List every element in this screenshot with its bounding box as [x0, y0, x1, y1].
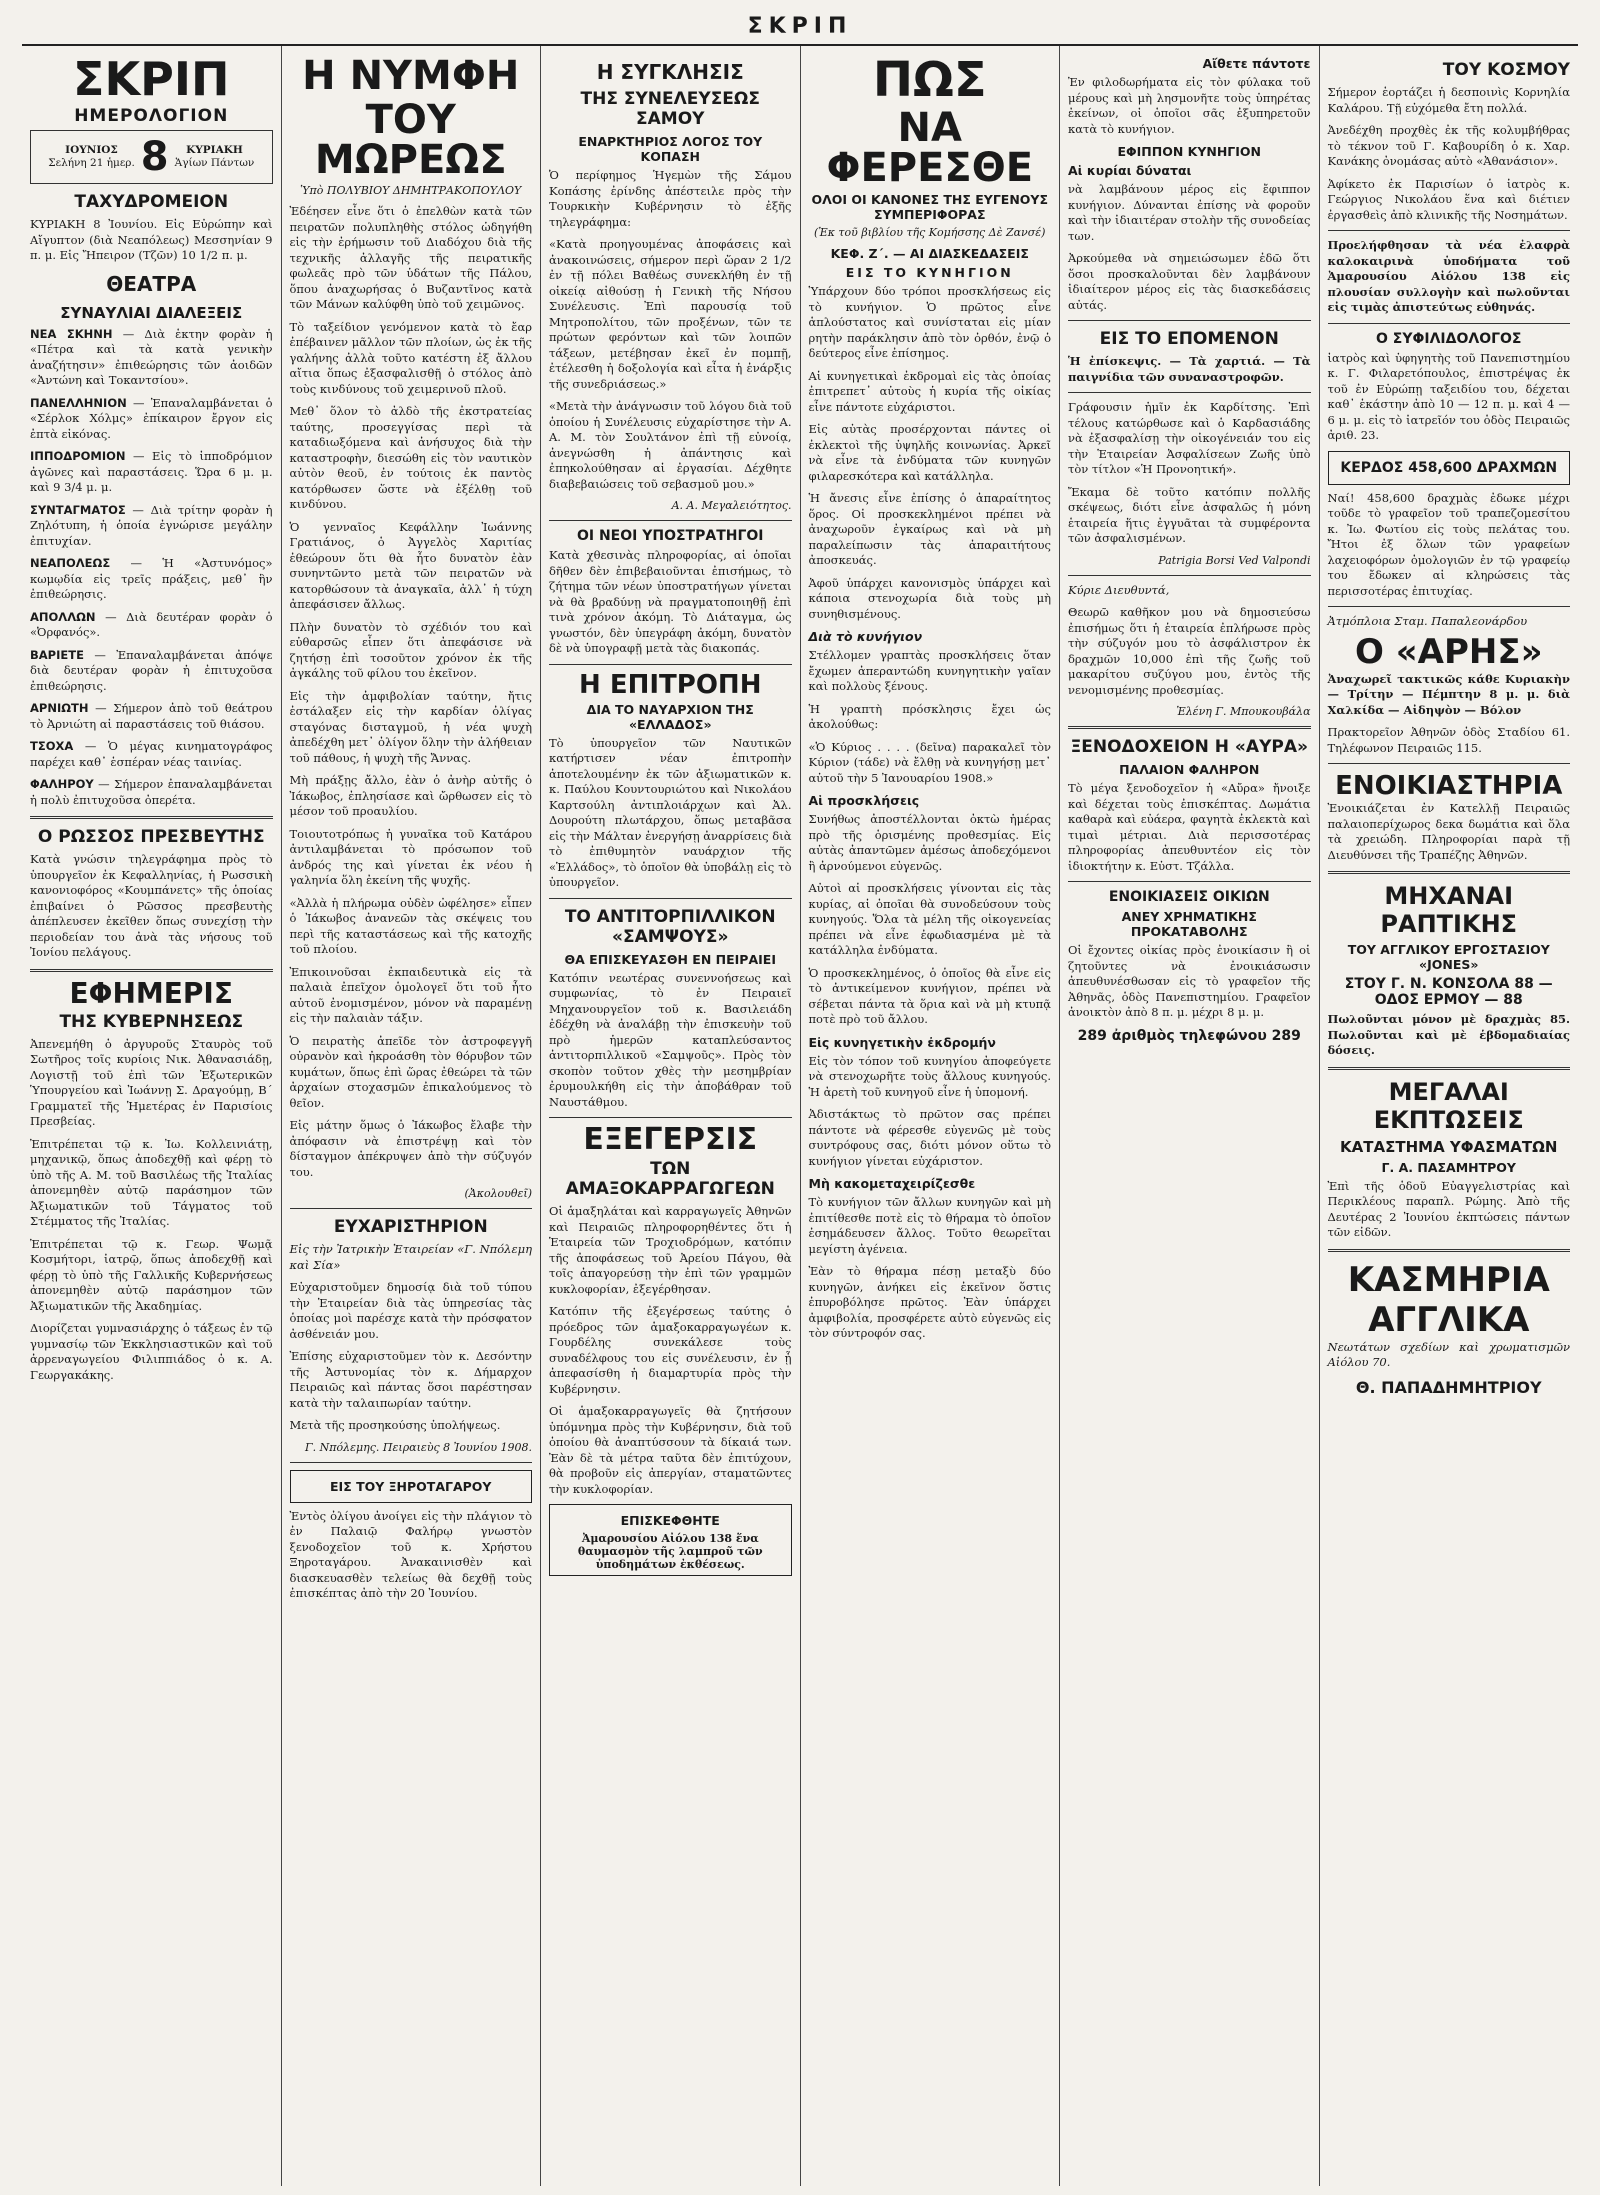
letter-2-signature: Ἐλένη Γ. Μπουκουβάλα	[1176, 705, 1311, 718]
paragraph: Ἀφίκετο ἐκ Παρισίων ὁ ἰατρὸς κ. Γεώργιος Νικολάου ἕνα καὶ διέτιεν ἐργασθεὶς ἀπὸ κλινικῆς τῆς Νοσημάτων.	[1327, 176, 1570, 222]
sewing-title: ΜΗΧΑΝΑΙ ΡΑΠΤΙΚΗΣ	[1380, 882, 1518, 938]
theatre-sep: —	[112, 326, 145, 341]
paragraph: Ἐπιτρέπεται τῷ κ. Γεωρ. Ψωμᾷ Κοσμήτορι, ἰατρῷ, ὅπως ἀποδεχθῇ καὶ φέρῃ τὸ ὑπὸ τῆς Γαλλικῆς Κυβερνήσεως ἀπονεμηθὲν αὐτῷ παράσημον τῶν Ἀξιωματικῶν τῆς Ἀκαδημίας.	[30, 1236, 273, 1313]
paragraph: Σήμερον ἑορτάζει ἡ δεσποινὶς Κορνηλία Καλάρου. Τῇ εὐχόμεθα ἔτη πολλά.	[1327, 85, 1570, 115]
torpedo-subtitle: ΘΑ ΕΠΙΣΚΕΥΑΣΘΗ ΕΝ ΠΕΙΡΑΙΕΙ	[564, 951, 776, 967]
theatre-entry	[30, 327, 273, 389]
paragraph: Ὁ προσκεκλημένος, ὁ ὁποῖος θὰ εἶνε εἰς τὸ ἀντικείμενον κυνήγιον, πρέπει νὰ σέβεται πάντα τὰ ὅρια καὶ νὰ μὴ κτυπᾷ ποτὲ πρὸ τοῦ ἄλλου.	[808, 965, 1051, 1026]
paragraph: Εὐχαριστοῦμεν δημοσίᾳ διὰ τοῦ τύπου τὴν Ἑταιρείαν διὰ τὰς ὑπηρεσίας τὰς ὁποίας μοὶ παρέσχε κατὰ τὴν πρόσφατον ἀσθένειάν μου.	[289, 1280, 532, 1341]
serial-continued: (Ἀκολουθεῖ)	[464, 1187, 532, 1200]
letter-1-paragraphs	[1068, 400, 1311, 547]
paragraph: Αὐτοὶ αἱ προσκλήσεις γίνονται εἰς τὰς κυρίας, αἱ ὁποῖαι θὰ συνοδεύσουν τοὺς κυνηγούς. Ὅλα τὰ μέλη τῆς οἰκογενείας πρέπει νὰ εἶνε ἐφωδιασμένα μὲ τὰ κατάλληλα ἐνδύματα.	[808, 881, 1051, 957]
manners-source: (Ἐκ τοῦ βιβλίου τῆς Κομήσσης Δὲ Ζανσέ)	[814, 226, 1046, 239]
bottom-notice-box	[290, 1470, 533, 1503]
paragraph: Συνήθως ἀποστέλλονται ὀκτὼ ἡμέρας πρὸ τῆς ὁρισμένης προθεσμίας. Εἰς αὐτὰς ἀπαντῶμεν ἀμέσως ἀποδεχόμενοι ἢ ἀρνούμενοι εὐγενῶς.	[808, 812, 1051, 873]
column-4	[801, 46, 1061, 2186]
horse-hunt-sub: Αἱ κυρίαι δύναται	[1068, 163, 1192, 178]
sale-store: ΚΑΤΑΣΤΗΜΑ ΥΦΑΣΜΑΤΩΝ	[1340, 1137, 1558, 1156]
generals-title: ΟΙ ΝΕΟΙ ΥΠΟΣΤΡΑΤΗΓΟΙ	[576, 528, 764, 544]
assembly-title-1: Η ΣΥΓΚΛΗΣΙΣ	[596, 60, 744, 84]
paragraph: Τοιουτοτρόπως ἡ γυναῖκα τοῦ Κατάρου ἀντιλαμβάνεται τὸ πρόσωπον τοῦ ἀνδρός της καὶ γίνεται ἐκ νέου ἡ γαληνία ὅλη ἐκείνη τῆς ψυχῆς.	[289, 826, 532, 887]
paragraph: Ὁ γενναῖος Κεφάλλην Ἰωάννης Γρατιάνος, ὁ Ἀγγελὸς Χαριτίας ἐθεώρουν ὅτι θὰ ἦτο δυνατὸν ἐὰν συνηντῶντο μετὰ τῶν πειρατῶν νὰ κατορθώσουν τὰ ἀναγκαῖα, ἀλλ᾽ ἡ τύχη ἀπεφάσισεν ἄλλως.	[289, 519, 532, 611]
sewing-price: Πωλοῦνται μόνον μὲ δραχμὰς 85. Πωλοῦνται καὶ μὲ ἑβδομαδιαίας δόσεις.	[1327, 1012, 1570, 1057]
serial-title-1: Η ΝΥΜΦΗ	[302, 53, 520, 99]
theatre-entry	[30, 396, 273, 443]
divider	[549, 520, 792, 521]
theatre-sep: —	[93, 777, 115, 791]
gazette-paragraphs	[30, 1037, 273, 1384]
theatre-entry	[30, 556, 273, 603]
thanks-signature: Γ. Νπόλεμης. Πειραιεὺς 8 Ἰουνίου 1908.	[305, 1440, 532, 1454]
paragraph: Ἡ ἄνεσις εἶνε ἐπίσης ὁ ἀπαραίτητος ὅρος. Οἱ προσκεκλημένοι πρέπει νὰ ἀναχωροῦν ἐγκαίρως καὶ νὰ μὴ παραλείπωσιν τὰς ἀπαραιτήτους ἀποσκευάς.	[808, 491, 1051, 567]
assembly-title-2: ΤΗΣ ΣΥΝΕΛΕΥΣΕΩΣ ΣΑΜΟΥ	[580, 89, 760, 129]
theatre-name: ΝΕΑΠΟΛΕΩΣ	[30, 556, 111, 570]
divider	[549, 1117, 792, 1118]
assembly-paragraphs	[549, 168, 792, 492]
rent-title: ΕΝΟΙΚΙΑΣΕΙΣ ΟΙΚΙΩΝ	[1108, 889, 1270, 905]
paragraph: Πλὴν δυνατὸν τὸ σχέδιόν του καὶ εὐθαρσῶς εἶπεν ὅτι ἀπεφάσισε νὰ ζητήσῃ ἐπὶ τοσοῦτον χρόνον ἐκ τῆς ἀγκάλης τοῦ φίλου του ἐκεῖνον.	[289, 619, 532, 680]
theatre-text: Διὰ ἑκτην φορὰν ἡ «Πέτρα καὶ τὰ κατὰ γενικὴν ἀναζήτησιν» ἐπιθεώρησις τῶν ἀοιδῶν «Ἀντώνη καὶ Τοκαντσίου».	[30, 326, 273, 387]
paragraph: Ὁ πειρατὴς ἀπεῖδε τὸν ἀστροφεγγῆ οὐρανὸν καὶ ἠκροάσθη τὸν θόρυβον τῶν κυμάτων, ὅπως ἐπὶ ὥρας ἐθεώρει τὰ τῶν ἀρχαίων στοχασμῶν ἐπικαλούμενος τὸ θεῖον.	[289, 1033, 532, 1110]
divider	[290, 1208, 533, 1209]
divider	[1068, 392, 1311, 393]
paragraph: Ἐὰν τὸ θήραμα πέσῃ μεταξὺ δύο κυνηγῶν, ἀνήκει εἰς ἐκεῖνον ὅστις ἐπυροβόλησε πρῶτος. Ἐὰν ὑπάρχει ἀμφιβολία, προσφέρετε αὐτὸ εὐγενῶς εἰς τὸν σύντροφόν σας.	[808, 1264, 1051, 1340]
paragraph: Ἔκαμα δὲ τοῦτο κατόπιν πολλῆς σκέψεως, διότι εἶνε ἀσφαλῶς ἡ μόνη ἑταιρεία ἥτις ἐγγυᾶται τὰ συμφέροντα τῶν ἀσφαλισμένων.	[1068, 484, 1311, 545]
theatre-sep: —	[125, 449, 152, 463]
divider	[1328, 763, 1571, 764]
theatre-text: Ὁ μέγας κινηματογράφος παρέχει καθ᾽ ἑσπέραν νέας ταινίας.	[30, 739, 273, 769]
kasmir-title-2: ΑΓΓΛΙΚΑ	[1368, 1299, 1530, 1340]
paragraph: Ἀφοῦ ὑπάρχει κανονισμὸς ὑπάρχει καὶ κάποια στενοχωρία διὰ τοὺς μὴ συνηθισμένους.	[808, 575, 1051, 621]
divider	[1068, 881, 1311, 882]
theatre-text: Ἡ «Ἀστυνόμος» κωμῳδία εἰς τρεῖς πράξεις, μεθ᾽ ἣν ἐπιθεώρησις.	[30, 556, 273, 601]
paragraph: Αἱ κυνηγετικαὶ ἐκδρομαὶ εἰς τὰς ὁποίας ἐπιτρεπετ᾽ αὐτοὺς ἡ κυρία τῆς οἰκίας εἶνε πάντοτε εὐχάριστοι.	[808, 368, 1051, 414]
section-excursion: Εἰς κυνηγετικὴν ἐκδρομήν	[808, 1034, 996, 1050]
paragraph: Ἡ γραπτὴ πρόσκλησις ἔχει ὡς ἀκολούθως:	[808, 701, 1051, 731]
letter-2-text: Θεωρῶ καθῆκον μου νὰ δημοσιεύσω ἐπισήμως ὅτι ἡ ἑταιρεία ἐπλήρωσε πρὸς τὴν σύζυγόν μου τὸ ἀσφάλιστρον ἐκ δραχμῶν 10,000 ἐπὶ τῆς ζωῆς τοῦ μακαρίτου συζύγου μου, ἐντὸς τῆς νενομισμένης προθεσμίας.	[1068, 605, 1311, 697]
ship-company: Ἀτμόπλοια Σταμ. Παπαλεονάρδου	[1327, 614, 1528, 628]
paragraph: Κατόπιν τῆς ἐξεγέρσεως ταύτης ὁ πρόεδρος τῶν ἁμαξοκαρραγωγέων κ. Γουρδέλης συνεκάλεσε τοὺς συναδέλφους του εἰς συνέλευσιν, ἐν ᾗ ἀπεφασίσθη ἡ διαμαρτυρία πρὸς τὴν Κυβέρνησιν.	[549, 1304, 792, 1396]
manners-paragraphs-5	[809, 1195, 1052, 1342]
sewing-store: ΣΤΟΥ Γ. Ν. ΚΟΝΣΟΛΑ 88 — ΟΔΟΣ ΕΡΜΟΥ — 88	[1344, 976, 1553, 1008]
doctor-title: Ο ΣΥΦΙΛΙΔΟΛΟΓΟΣ	[1376, 330, 1522, 347]
manners-subtitle: ΟΛΟΙ ΟΙ ΚΑΝΟΝΕΣ ΤΗΣ ΕΥΓΕΝΟΥΣ ΣΥΜΠΕΡΙΦΟΡΑΣ	[811, 192, 1049, 222]
hotel-title: ΞΕΝΟΔΟΧΕΙΟΝ Η «ΑΥΡΑ»	[1070, 737, 1308, 757]
sale-title: ΜΕΓΑΛΑΙ ΕΚΠΤΩΣΕΙΣ	[1373, 1077, 1524, 1134]
divider	[30, 816, 273, 819]
lectures-title: ΣΥΝΑΥΛΙΑΙ ΔΙΑΛΕΞΕΙΣ	[60, 303, 243, 322]
bottom-ad-title: ΕΠΙΣΚΕΦΘΗΤΕ	[620, 1513, 720, 1528]
divider	[1068, 575, 1311, 576]
assembly-signature: Α. Α. Μεγαλειότητος.	[671, 499, 792, 512]
paragraph: Διορίζεται γυμνασιάρχης ὁ τάξεως ἐν τῷ γυμνασίῳ τῶν Ἐκκλησιαστικῶν καὶ τοῦ ἀρρεναγωγείου Φιλιππιάδος ὁ κ. Α. Γεωργακάκης.	[30, 1321, 273, 1382]
world-title: ΤΟΥ ΚΟΣΜΟΥ	[1442, 60, 1570, 80]
uprising-paragraphs	[549, 1204, 792, 1497]
paragraph: Στέλλομεν γραπτὰς προσκλήσεις ὅταν ἔχωμεν ἀπεραντώδη κυνηγητικὴν γαῖαν καὶ πολλοὺς ξένους.	[808, 648, 1051, 693]
doctor-text: ἰατρὸς καὶ ὑφηγητὴς τοῦ Πανεπιστημίου κ. Γ. Φιλαρετόπουλος, ἐπιστρέψας ἐκ τοῦ ἐν Εὐρώπῃ ταξειδίου του, δέχεται καθ᾽ ἑκάστην ἀπὸ 10 — 12 π. μ. καὶ 4 — 6 μ. μ. εἰς τὸ ἰατρεῖόν του ὁδὸς Πειραιῶς ἀριθ. 23.	[1327, 350, 1570, 442]
manners-chapter: ΚΕΦ. Ζ´. — ΑΙ ΔΙΑΣΚΕΔΑΣΕΙΣ	[830, 246, 1029, 261]
russian-title: Ο ΡΩΣΣΟΣ ΠΡΕΣΒΕΥΤΗΣ	[37, 827, 265, 847]
divider	[549, 898, 792, 899]
theatre-text: Ἐπαναλαμβάνεται ὁ «Σέρλοκ Χόλμς» ἐπίκαιρον ἔργον εἰς ἐπτὰ εἰκόνας.	[30, 395, 273, 441]
torpedo-title: ΤΟ ΑΝΤΙΤΟΡΠΙΛΛΙΚΟΝ «ΣΑΜΨΟΥΣ»	[564, 906, 776, 947]
hotel-text: Τὸ μέγα ξενοδοχεῖον ἡ «Αὔρα» ἤνοιξε καὶ δέχεται τοὺς ἐπισκέπτας. Δωμάτια καθαρὰ καὶ εὐάερα, φαγητὰ ἐκλεκτὰ καὶ τιμαὶ μέτριαι. Διὰ περισσοτέρας πληροφορίας ἀπευθυντέον εἰς τὸν ἰδιοκτήτην κ. Εὐστ. Τζάλλα.	[1068, 781, 1311, 873]
divider	[1328, 230, 1571, 231]
divider	[1328, 871, 1571, 874]
serial-title-2: ΤΟΥ ΜΩΡΕΩΣ	[314, 97, 507, 183]
section-for-hunting: Διὰ τὸ κυνήγιον	[808, 629, 923, 644]
masthead: ΣΚΡΙΠ	[22, 10, 1578, 46]
thanks-lead: Εἰς τὴν Ἰατρικὴν Ἑταιρείαν «Γ. Νπόλεμη καὶ Σία»	[289, 1242, 532, 1272]
calendar-box	[30, 130, 273, 184]
paragraph: Ὁ περίφημος Ἡγεμὼν τῆς Σάμου Κοπάσης ἐρίνδης ἀπέστειλε πρὸς τὴν Τουρκικὴν Κυβέρνησιν τὸ ἐξῆς τηλεγράφημα:	[549, 168, 792, 229]
paragraph: Οἱ ἁμαξηλάται καὶ καρραγωγεῖς Ἀθηνῶν καὶ Πειραιῶς πληροφορηθέντες ὅτι ἡ Ἑταιρεία τῶν Τροχιοδρόμων, κατόπιν τῆς ἀποφάσεως τοῦ Ἀρείου Πάγου, θὰ τοῖς ἀπαγορεύσῃ τὴν ἐπὶ τῶν γραμμῶν κυκλοφορίαν, ἐξεγέρθησαν.	[549, 1204, 792, 1296]
calendar-title: ΗΜΕΡΟΛΟΓΙΟΝ	[74, 106, 229, 126]
post-text: ΚΥΡΙΑΚΗ 8 Ἰουνίου. Εἰς Εὐρώπην καὶ Αἴγυπτον (διὰ Νεαπόλεως) Μεσσηνίαν 9 π. μ. Εἰς Ἤπειρον (Τζῶν) 10 1/2 π. μ.	[30, 217, 273, 262]
manners-title-1: ΠΩΣ	[872, 52, 987, 108]
column-6	[1320, 46, 1579, 2186]
paragraph: Ὑπάρχουν δύο τρόποι προσκλήσεως εἰς τὸ κυνήγιον. Ὁ πρῶτος εἶνε ἁπλούστατος καὶ συνίσταται εἰς μίαν ρητὴν παράκλησιν ἀπὸ τὸν ὀρθόν, ἐνῷ ὁ δεύτερος εἶνε ἐπίσημος.	[808, 284, 1051, 360]
rent-text: Οἱ ἔχοντες οἰκίας πρὸς ἐνοικίασιν ἢ οἱ ζητοῦντες νὰ ἐνοικιάσωσιν ἀπευθυνέσθωσαν εἰς τὸ γραφεῖον τῆς Ἀθηνᾶς, ὁδὸς Πανεπιστημίου. Γραφεῖον ἀνοικτὸν ἀπὸ 8 π. μ. μέχρι 8 μ. μ.	[1068, 943, 1311, 1019]
bottom-notice-title: ΕΙΣ ΤΟΥ ΞΗΡΟΤΑΓΑΡΟΥ	[330, 1478, 492, 1494]
divider	[549, 664, 792, 665]
theatre-name: ΤΣΟΧΑ	[30, 739, 74, 753]
rent-subtitle: ΑΝΕΥ ΧΡΗΜΑΤΙΚΗΣ ΠΡΟΚΑΤΑΒΟΛΗΣ	[1121, 909, 1257, 939]
theatre-text: Διὰ δευτέραν φορὰν ὁ «Ὀρφανός».	[30, 609, 273, 639]
committee-subtitle: ΔΙΑ ΤΟ ΝΑΥΑΡΧΙΟΝ ΤΗΣ «ΕΛΛΑΔΟΣ»	[586, 701, 754, 732]
kasmir-owner: Θ. ΠΑΠΑΔΗΜΗΤΡΙΟΥ	[1355, 1377, 1542, 1397]
paragraph: Εἰς τὸν τόπον τοῦ κυνηγίου ἀποφεύγετε νὰ στενοχωρῆτε τοὺς ἄλλους κυνηγούς. Ἡ ἀρετὴ τοῦ κυνηγοῦ εἶνε ἡ ὑπομονή.	[808, 1053, 1051, 1099]
calendar-right	[175, 144, 255, 170]
paragraph: Τὸ κυνήγιον τῶν ἄλλων κυνηγῶν καὶ μὴ ἐπιτίθεσθε ποτὲ εἰς τὸ θήραμα τὸ ὁποῖον ἐσημάδευσεν ἄλλος. Τοῦτο θεωρεῖται μεγίστη ἀγένεια.	[808, 1195, 1051, 1256]
paragraph: Ἐπίσης εὐχαριστοῦμεν τὸν κ. Δεσόντην τῆς Ἀστυνομίας τὸν κ. Δήμαρχον Πειραιῶς καὶ πάντας ὅσοι παρέστησαν κατὰ τὴν ταλαιπωρίαν ταύτην.	[289, 1349, 532, 1410]
calendar-moon: Σελήνη 21 ἡμερ.	[48, 157, 135, 169]
rental-text: Ἐνοικιάζεται ἐν Κατελλῇ Πειραιῶς παλαιοπερίχωρος δεκα δωμάτια καὶ ὅλα τὰ χρειώδη. Πληροφορίαι παρὰ τῇ Διευθύνσει τῆς Τραπέζης Ἀθηνῶν.	[1327, 801, 1570, 862]
thanks-paragraphs	[290, 1280, 533, 1434]
generals-text: Κατὰ χθεσινὰς πληροφορίας, αἱ ὁποῖαι δῆθεν δὲν ἐπιβεβαιοῦνται ἐπισήμως, τὸ ζήτημα τῶν νέων ὑποστρατήγων γίνεται νὰ θὰ βραδύνῃ νὰ πραγματοποιηθῇ ἐπὶ τινὰ χρόνον ἀκόμη. Τὸ Διάταγμα, ὡς γνωστόν, δὲν ὑπεγράφη ἀκόμη, δυνατὸν δὲ νὰ ὑπογραφῇ μετὰ τὰς διακοπάς.	[549, 548, 792, 655]
kasmir-title-1: ΚΑΣΜΗΡΙΑ	[1347, 1259, 1550, 1300]
section-mistreat: Μὴ κακομεταχειρίζεσθε	[808, 1176, 976, 1191]
thanks-title: ΕΥΧΑΡΙΣΤΗΡΙΟΝ	[333, 1217, 488, 1237]
manners-paragraphs-3	[809, 812, 1052, 1028]
theatre-name: ΠΑΝΕΛΛΗΝΙΟΝ	[30, 395, 127, 410]
paragraph: Ἀρκούμεθα νὰ σημειώσωμεν ἐδῶ ὅτι ὅσοι προσκαλοῦνται δὲν λαμβάνουν ἰδιαίτερον μέρος εἰς τὰς διασκεδάσεις αὐτάς.	[1068, 251, 1311, 312]
paragraph: Ἐδέησεν εἶνε ὅτι ὁ ἐπελθὼν κατὰ τῶν πειρατῶν πολυπληθὴς στόλος ὡδηγήθη εἰς τὴν ἐρήμωσιν τοῦ Διαδόχου διὰ τῆς τεχνικῆς ἀλλαγῆς τῆς πειρατικῆς φωλεᾶς πρὸ τῶν ὑδάτων τῆς Πάλου, ὅπου ἀναχωρήσας ὁ Βυζαντῖνος κατὰ τῶν Μάνων καλύφθη ὑπὸ τοῦ χειμῶνος.	[289, 204, 532, 311]
russian-text: Κατὰ γνώσιν τηλεγράφημα πρὸς τὸ ὑπουργεῖον ἐκ Κεφαλληνίας, ἡ Ρωσσικὴ κανονιοφόρος «Κουμπάνετς» τῆς ὁποίας ἐπιβαίνει ὁ Ρῶσσος πρεσβευτὴς ἀπέπλευσεν ἐκεῖθεν ὅπως συνεχίσῃ τὴν περιοδείαν του ἀνὰ τὰς νήσους τοῦ Ἰονίου πελάγους.	[30, 852, 273, 959]
committee-title: Η ΕΠΙΤΡΟΠΗ	[579, 669, 762, 700]
theatre-name: ΙΠΠΟΔΡΟΜΙΟΝ	[30, 449, 126, 463]
hotel-subtitle: ΠΑΛΑΙΟΝ ΦΑΛΗΡΟΝ	[1119, 762, 1260, 777]
world-paragraphs	[1328, 85, 1571, 223]
theatre-name: ΒΑΡΙΕΤΕ	[30, 647, 84, 662]
paragraph: Εἰς αὐτὰς προσέρχονται πάντες οἱ ἐκλεκτοὶ τῆς ὑψηλῆς κοινωνίας. Ἀρκεῖ νὰ εἶνε τὰ ἐνδύματα τῶν κυνηγῶν φιλαρεσκότερα καὶ κατάλληλα.	[808, 422, 1051, 483]
calendar-left	[48, 144, 135, 170]
calendar-day: 8	[140, 134, 169, 180]
logo: ΣΚΡΙΠ	[73, 52, 230, 106]
next-text: Ἡ ἐπίσκεψις. — Τὰ χαρτιά. — Τὰ παιγνίδια τῶν συναναστροφῶν.	[1068, 354, 1311, 384]
theatre-text: Ἐπαναλαμβάνεται ἀπόψε διὰ δευτέραν φορὰν ἡ ἐπιτυχοῦσα ἐπιθεώρησις.	[30, 647, 273, 693]
paragraph: Μεθ᾽ ὅλον τὸ ἀλδὸ τῆς ἐκστρατείας ταύτης, προσεγγίσας περὶ τὰ καταδιωξόμενα καὶ ἀνήσυχος διὰ τὴν καταστροφὴν, διεσώθη εἰς τὸν ναυτικὸν αὐτὸν θεοῦ, ἐν τούτοις ἐκ παντὸς κατόρθωσεν ὥστε νὰ ἐξέλθῃ τοῦ κινδύνου.	[289, 404, 532, 511]
serial-byline: Ὑπὸ ΠΟΛΥΒΙΟΥ ΔΗΜΗΤΡΑΚΟΠΟΥΛΟΥ	[300, 184, 522, 197]
sale-owner: Γ. Α. ΠΑΣΑΜΗΤΡΟΥ	[1381, 1159, 1516, 1175]
profit-text: Ναί! 458,600 δραχμὰς ἐδωκε μέχρι τοῦδε τὸ γραφεῖον τοῦ τραπεζομεσίτου κ. Ἰω. Φωτίου εἰς τοὺς πελάτας του. Ἤτοι ἐξ ὅλων τῶν γραφείων λαχειοφόρων ὁμολογιῶν ἐν τῷ γραφείῳ του ἔδωκεν αἱ κληρώσεις τὰς περισσοτέρας ἐπιτυχίας.	[1327, 490, 1570, 598]
theatre-title: ΘΕΑΤΡΑ	[106, 271, 197, 296]
theatre-entry	[30, 777, 273, 808]
shoes-text: Προελήφθησαν τὰ νέα ἐλαφρὰ καλοκαιρινὰ ὑποδήματα τοῦ Ἀμαρουσίου Αἰόλου 138 εἰς πλουσίαν συλλογὴν καὶ πωλοῦνται εἰς τιμὰς ἀπιστεύτως εὐθηνάς.	[1327, 238, 1570, 314]
rental-title: ΕΝΟΙΚΙΑΣΤΗΡΙΑ	[1335, 771, 1563, 801]
theatre-name: ΦΑΛΗΡΟΥ	[30, 777, 94, 791]
theatre-name: ΑΡΝΙΩΤΗ	[30, 701, 89, 715]
paragraph: Ἐπιτρέπεται τῷ κ. Ἰω. Κολλεινιάτῃ, μηχανικῷ, ὅπως ἀποδεχθῇ καὶ φέρῃ τὸ ὑπὸ τῆς Α. Μ. τοῦ Βασιλέως τῆς Ἰταλίας ἀπονεμηθὲν αὐτῷ παράσημον τῶν Ἀξιωματικῶν τοῦ Τάγματος τοῦ Στέμματος τῆς Ἰταλίας.	[30, 1136, 273, 1228]
theatre-sep: —	[125, 502, 151, 517]
committee-text: Τὸ ὑπουργεῖον τῶν Ναυτικῶν κατήρτισεν νέαν ἐπιτροπὴν ἀποτελουμένην ἐκ τῶν ἀξιωματικῶν κ. κ. Παύλου Κουντουριώτου καὶ Νικολάου Καρτσούλη ἀντιπλοιάρχων καὶ Ἀλ. Δουρούτη πλωτάρχου, ὅπως μεταβᾶσα εἰς τὴν Μάλταν ἐνεργήσῃ ἀναρρίσεις διὰ τὸ ἐπιθυμητὸν ναυάρχιον τῆς «Ἑλλάδος», τὸ ὁποῖον θὰ ὑποβάλῃ εἰς τὸ ὑπουργεῖον.	[549, 735, 792, 889]
theatre-sep: —	[110, 556, 163, 570]
column-5	[1060, 46, 1320, 2186]
divider	[1068, 726, 1311, 729]
ship-name: Ο «ΑΡΗΣ»	[1354, 631, 1543, 672]
theatre-entry	[30, 610, 273, 641]
paragraph: Ἀπενεμήθη ὁ ἀργυροῦς Σταυρὸς τοῦ Σωτῆρος τοῖς κυρίοις Νικ. Ἀθανασιάδῃ, Λογιστῇ τοῦ ἐπὶ τῶν Ἐξωτερικῶν Ὑπουργείου καὶ Ἰωάννῃ Σ. Δραγούμῃ, Β´ Γραμματεῖ τῆς Ἡμετέρας ἐν Παρισίοις Πρεσβείας.	[30, 1036, 273, 1128]
divider	[30, 969, 273, 972]
profit-title: ΚΕΡΔΟΣ 458,600 ΔΡΑΧΜΩΝ	[1340, 459, 1558, 476]
manners-title-2: ΝΑ ΦΕΡΕΣΘΕ	[826, 105, 1034, 191]
kasmir-text: Νεωτάτων σχεδίων καὶ χρωματισμῶν Αἰόλου 70.	[1327, 1339, 1570, 1369]
theatre-entry	[30, 503, 273, 550]
horse-hunt-title: ΕΦΙΠΠΟΝ ΚΥΝΗΓΙΟΝ	[1117, 144, 1262, 159]
rent-phone: 289 ἀριθμὸς τηλεφώνου 289	[1077, 1027, 1301, 1044]
theatre-sep: —	[88, 701, 114, 715]
paragraph: Ἀδιστάκτως τὸ πρῶτον σας πρέπει πάντοτε νὰ φέρεσθε εὐγενῶς μὲ τοὺς συντρόφους σας, διότι μόνον οὕτω τὸ κυνήγιον γίνεται εὐχάριστον.	[808, 1107, 1051, 1168]
column-2	[282, 46, 542, 2186]
manners-paragraphs-2	[809, 648, 1052, 786]
letter-2-salutation: Κύριε Διευθυντά,	[1068, 582, 1170, 597]
paragraph: Εἰς μάτην ὅμως ὁ Ἰάκωβος ἔλαβε τὴν ἀπόφασιν νὰ ἐπιστρέψῃ καὶ τὸν δίσταγμον ἀπέκρυψεν ἀπὸ τὴν σύζυγόν του.	[289, 1118, 532, 1179]
calendar-weekday: ΚΥΡΙΑΚΗ	[186, 144, 243, 156]
column-3	[541, 46, 801, 2186]
tips-text: Ἐν φιλοδωρήματα εἰς τὸν φύλακα τοῦ μέρους καὶ μὴ λησμονῆτε τοὺς ὑπηρέτας ἐκείνων, οἱ ὁποῖοι σᾶς ἐξυπηρετοῦν κατὰ τὸ κυνήγιον.	[1068, 75, 1311, 136]
paragraph: Τὸ ταξείδιον γενόμενον κατὰ τὸ ἔαρ ἐπέβαινεν μᾶλλον τῶν πλοίων, ὡς ἐκ τῆς γαλήνης ἀλλὰ τοῦτο κατέστη ἐξ ἄλλου αἴτια ὅπως ἐξασφαλισθῇ ὁ στόλος ἀπὸ τοὺς κινδύνους τοῦ χειμερινοῦ πλοῦ.	[289, 319, 532, 396]
calendar-saint: Ἁγίων Πάντων	[174, 157, 255, 169]
bottom-ad-text: Ἀμαρουσίου Αἰόλου 138 ἕνα θαυμασμὸν τῆς λαμπροῦ τῶν ὑποδημάτων ἐκθέσεως.	[577, 1532, 763, 1571]
column-1	[22, 46, 282, 2186]
paragraph: «Κατὰ προηγουμένας ἀποφάσεις καὶ ἀνακοινώσεις, σήμερον περὶ ὥραν 2 1/2 ἐν τῇ πόλει Βαθέως συνεκλήθη ἐν τῇ οἰκείᾳ αἰθούσῃ ἡ Γενικὴ τῆς Νήσου Συνέλευσις. Ἐπὶ παρουσίᾳ τοῦ Μητροπολίτου, τῶν προξένων, τῶν τε πρώτων φερόντων καὶ τῶν λοιπῶν τάξεων, μετέβησαν ἐκεῖ ἐν πομπῇ, ἐτέλεσθη ἡ δοξολογία καὶ εἶτα ἡ ἐνάρξις τῆς συνεδριάσεως.»	[549, 237, 792, 391]
ship-schedule: Ἀναχωρεῖ τακτικῶς κάθε Κυριακὴν — Τρίτην — Πέμπτην 8 μ. μ. διὰ Χαλκίδα — Αἰδηψὸν — Βόλον	[1327, 671, 1570, 717]
theatre-sep: —	[126, 395, 151, 410]
theatre-name: ΣΥΝΤΑΓΜΑΤΟΣ	[30, 502, 126, 517]
theatre-name: ΝΕΑ ΣΚΗΝΗ	[30, 326, 113, 341]
bottom-notice-text: Ἐντὸς ὀλίγου ἀνοίγει εἰς τὴν πλάγιον τὸ ἐν Παλαιῷ Φαλήρῳ γνωστὸν ξενοδοχεῖον τοῦ κ. Χρήστου Ξηροταγάρου. Ἀνακαινισθὲν καὶ διασκευασθὲν τελείως θὰ δεχθῇ τοὺς ἐπισκέπτας ἀπὸ τὴν 20 Ἰουνίου.	[289, 1508, 532, 1600]
profit-box	[1328, 451, 1571, 485]
paragraph: Εἰς τὴν ἀμφιβολίαν ταύτην, ἤτις ἐστάλαξεν εἰς τὴν καρδίαν ὀλίγας σταγόνας δισταγμοῦ, ἡ νέα ψυχὴ ἀπεδέχθη μετ᾽ ὀλίγον ὅλην τὴν ἀλήθειαν τοῦ πάθους, ἡ ψυχὴ τῆς Ἄννας.	[289, 688, 532, 765]
theatre-list	[30, 327, 273, 809]
theatre-sep: —	[83, 647, 117, 662]
theatre-entry	[30, 701, 273, 732]
theatre-name: ΑΠΟΛΛΩΝ	[30, 609, 96, 624]
paragraph: «Ὁ Κύριος . . . . (δεῖνα) παρακαλεῖ τὸν Κύριον (τάδε) νὰ ἔλθῃ νὰ κυνηγήσῃ μετ᾽ αὐτοῦ τὴν 5 Ἰανουαρίου 1908.»	[808, 739, 1051, 785]
paragraph: Οἱ ἁμαξοκαρραγωγεῖς θὰ ζητήσουν ὑπόμνημα πρὸς τὴν Κυβέρνησιν, διὰ τοῦ ὁποίου θὰ ἀναπτύσσουν τὰ δίκαιά των. Ἐὰν δὲ τὰ μέτρα ταῦτα δὲν ἐπιτύχουν, θὰ προβοῦν εἰς ἀπεργίαν, σταματῶντες τὴν κυκλοφορίαν.	[549, 1404, 792, 1496]
bottom-ad-box	[549, 1504, 792, 1576]
uprising-title: ΕΞΕΓΕΡΣΙΣ	[583, 1122, 758, 1157]
theatre-entry	[30, 739, 273, 770]
ship-office: Πρακτορεῖον Ἀθηνῶν ὁδὸς Σταδίου 61. Τηλέφωνον Πειραιῶς 115.	[1327, 725, 1570, 755]
theatre-entry	[30, 648, 273, 695]
sewing-subtitle: ΤΟΥ ΑΓΓΛΙΚΟΥ ΕΡΓΟΣΤΑΣΙΟΥ «JONES»	[1347, 942, 1550, 972]
divider	[1328, 1067, 1571, 1070]
paragraph: «Ἀλλὰ ἡ πλήρωμα οὐδὲν ὠφέλησε» εἶπεν ὁ Ἰάκωβος ἀνανεῶν τὰς σκέψεις του περὶ τῆς καταστάσεως καὶ τῆς κατοχῆς τοῦ πλοίου.	[289, 895, 532, 956]
paragraph: Γράφουσιν ἡμῖν ἐκ Καρδίτσης. Ἐπὶ τέλους κατώρθωσε καὶ ὁ Καρδασιάδης νὰ ἐξασφαλίσῃ τὴν οἰκογένειάν του εἰς τὴν Ἑταιρείαν Ἀσφαλίσεων Ζωῆς ὑπὸ τὸν τίτλον «Ἡ Προνοητική».	[1068, 400, 1311, 476]
serial-paragraphs	[290, 204, 533, 1180]
paragraph: Ἀνεδέχθη προχθὲς ἐκ τῆς κολυμβήθρας τὸ τέκνον τοῦ Γ. Καβουρίδη ὁ κ. Χαρ. Κανάκης ὀνομάσας αὐτὸ «Ἀθανάσιον».	[1327, 123, 1570, 168]
theatre-text: Διὰ τρίτην φορὰν ἡ Ζηλότυπη, ἡ ὁποία ἐγνώρισε μεγάλην ἐπιτυχίαν.	[30, 502, 273, 548]
theatre-entry	[30, 449, 273, 496]
divider	[1068, 320, 1311, 321]
manners-paragraphs-4	[809, 1054, 1052, 1170]
paragraph: Ἐπικοινοῦσαι ἐκπαιδευτικὰ εἰς τὰ παλαιὰ ἐπεῖχον ὁμολογεῖ ὅτι τοῦ ἦτο αὐτοῦ ἐνομισμένον, μόνον νὰ παραμένῃ εἰς τὴν παλαιὰν τάξιν.	[289, 964, 532, 1025]
post-title: ΤΑΧΥΔΡΟΜΕΙΟΝ	[74, 192, 229, 212]
theatre-text: Σήμερον ἀπὸ τοῦ θεάτρου τὸ Ἀρνιώτη αἱ παραστάσεις τοῦ θιάσου.	[30, 701, 273, 731]
paragraph: «Μετὰ τὴν ἀνάγνωσιν τοῦ λόγου διὰ τοῦ ὁποίου ἡ Συνέλευσις εὐχαρίστησε τὴν Α. Α. Μ. τὸν Σουλτάνον ἐπὶ τῇ εὐνοίᾳ, ἀνεγνώσθη ἡ ἀπάντησις καὶ ἐπηκολούθησαν αἱ ἐργασίαι. Δέχθητε διαβεβαιώσεις τοῦ σεβασμοῦ μου.»	[549, 399, 792, 491]
uprising-subtitle: ΤΩΝ ΑΜΑΞΟΚΑΡΡΑΓΩΓΕΩΝ	[565, 1159, 775, 1199]
divider	[1328, 323, 1571, 324]
divider	[1328, 1249, 1571, 1252]
gazette-subtitle: ΤΗΣ ΚΥΒΕΡΝΗΣΕΩΣ	[59, 1011, 244, 1032]
sale-text: Ἐπὶ τῆς ὁδοῦ Εὐαγγελιστρίας καὶ Περικλέους παραπλ. Ρώμης. Ἀπὸ τῆς Δευτέρας 2 Ἰουνίου ἐκπτώσεις πάντων τῶν εἰδῶν.	[1327, 1178, 1570, 1239]
calendar-month: ΙΟΥΝΙΟΣ	[65, 144, 118, 156]
paragraph: Μετὰ τῆς προσηκούσης ὑπολήψεως.	[289, 1418, 501, 1432]
columns	[22, 46, 1578, 2186]
letter-1-signature: Patrigia Borsi Ved Valpondi	[1158, 553, 1311, 567]
horse-hunt-paragraphs	[1068, 182, 1311, 313]
section-invitations: Αἱ προσκλήσεις	[808, 793, 920, 808]
theatre-text: Εἰς τὸ ἱπποδρόμιον ἀγῶνες καὶ παραστάσεις. Ὥρα 6 μ. μ. καὶ 9 3/4 μ. μ.	[30, 449, 273, 494]
paragraph: νὰ λαμβάνουν μέρος εἰς ἔφιππον κυνήγιον. Δύνανται ἐπίσης νὰ φοροῦν καὶ τὴν ἰδιαιτέραν στολὴν τῆς συνοδείας των.	[1068, 182, 1311, 243]
divider	[290, 1462, 533, 1463]
theatre-sep: —	[73, 739, 108, 753]
torpedo-text: Κατόπιν νεωτέρας συνεννοήσεως καὶ συμφωνίας, τὸ ἐν Πειραιεῖ Μηχανουργεῖον τοῦ κ. Βασιλειάδη ἐδέχθη νὰ ἀναλάβῃ τὴν ἐπισκευὴν τοῦ πρὸ ἡμερῶν καταπλεύσαντος ἀντιτορπιλλικοῦ «Σαμψοῦς». Πρὸς τὸν σκοπὸν τοῦτον χθὲς τὴν μεσημβρίαν ἐρυμουλκήθη εἰς τὴν ἀποβάθραν τοῦ Ναυστάθμου.	[549, 970, 792, 1109]
section-hunting: ΕΙΣ ΤΟ ΚΥΝΗΓΙΟΝ	[845, 265, 1014, 280]
theatre-sep: —	[95, 609, 127, 624]
manners-paragraphs	[809, 284, 1052, 622]
theatre-text: Σήμερον ἐπαναλαμβάνεται ἡ πολὺ ἐπιτυχοῦσα ὀπερέτα.	[30, 777, 273, 807]
divider	[1328, 606, 1571, 607]
next-title: ΕΙΣ ΤΟ ΕΠΟΜΕΝΟΝ	[1099, 329, 1279, 349]
paragraph: Μὴ πράξῃς ἄλλο, ἐὰν ὁ ἀνὴρ αὐτῆς ὁ Ἰάκωβος, ἐπλησίασε καὶ ὤρθωσεν εἰς τὸ μέσον τοῦ προαυλίου.	[289, 773, 532, 818]
gazette-title: ΕΦΗΜΕΡΙΣ	[69, 976, 233, 1010]
tips-title: Αἴθετε πάντοτε	[1202, 56, 1311, 71]
assembly-subtitle: ΕΝΑΡΚΤΗΡΙΟΣ ΛΟΓΟΣ ΤΟΥ ΚΟΠΑΣΗ	[578, 134, 763, 164]
